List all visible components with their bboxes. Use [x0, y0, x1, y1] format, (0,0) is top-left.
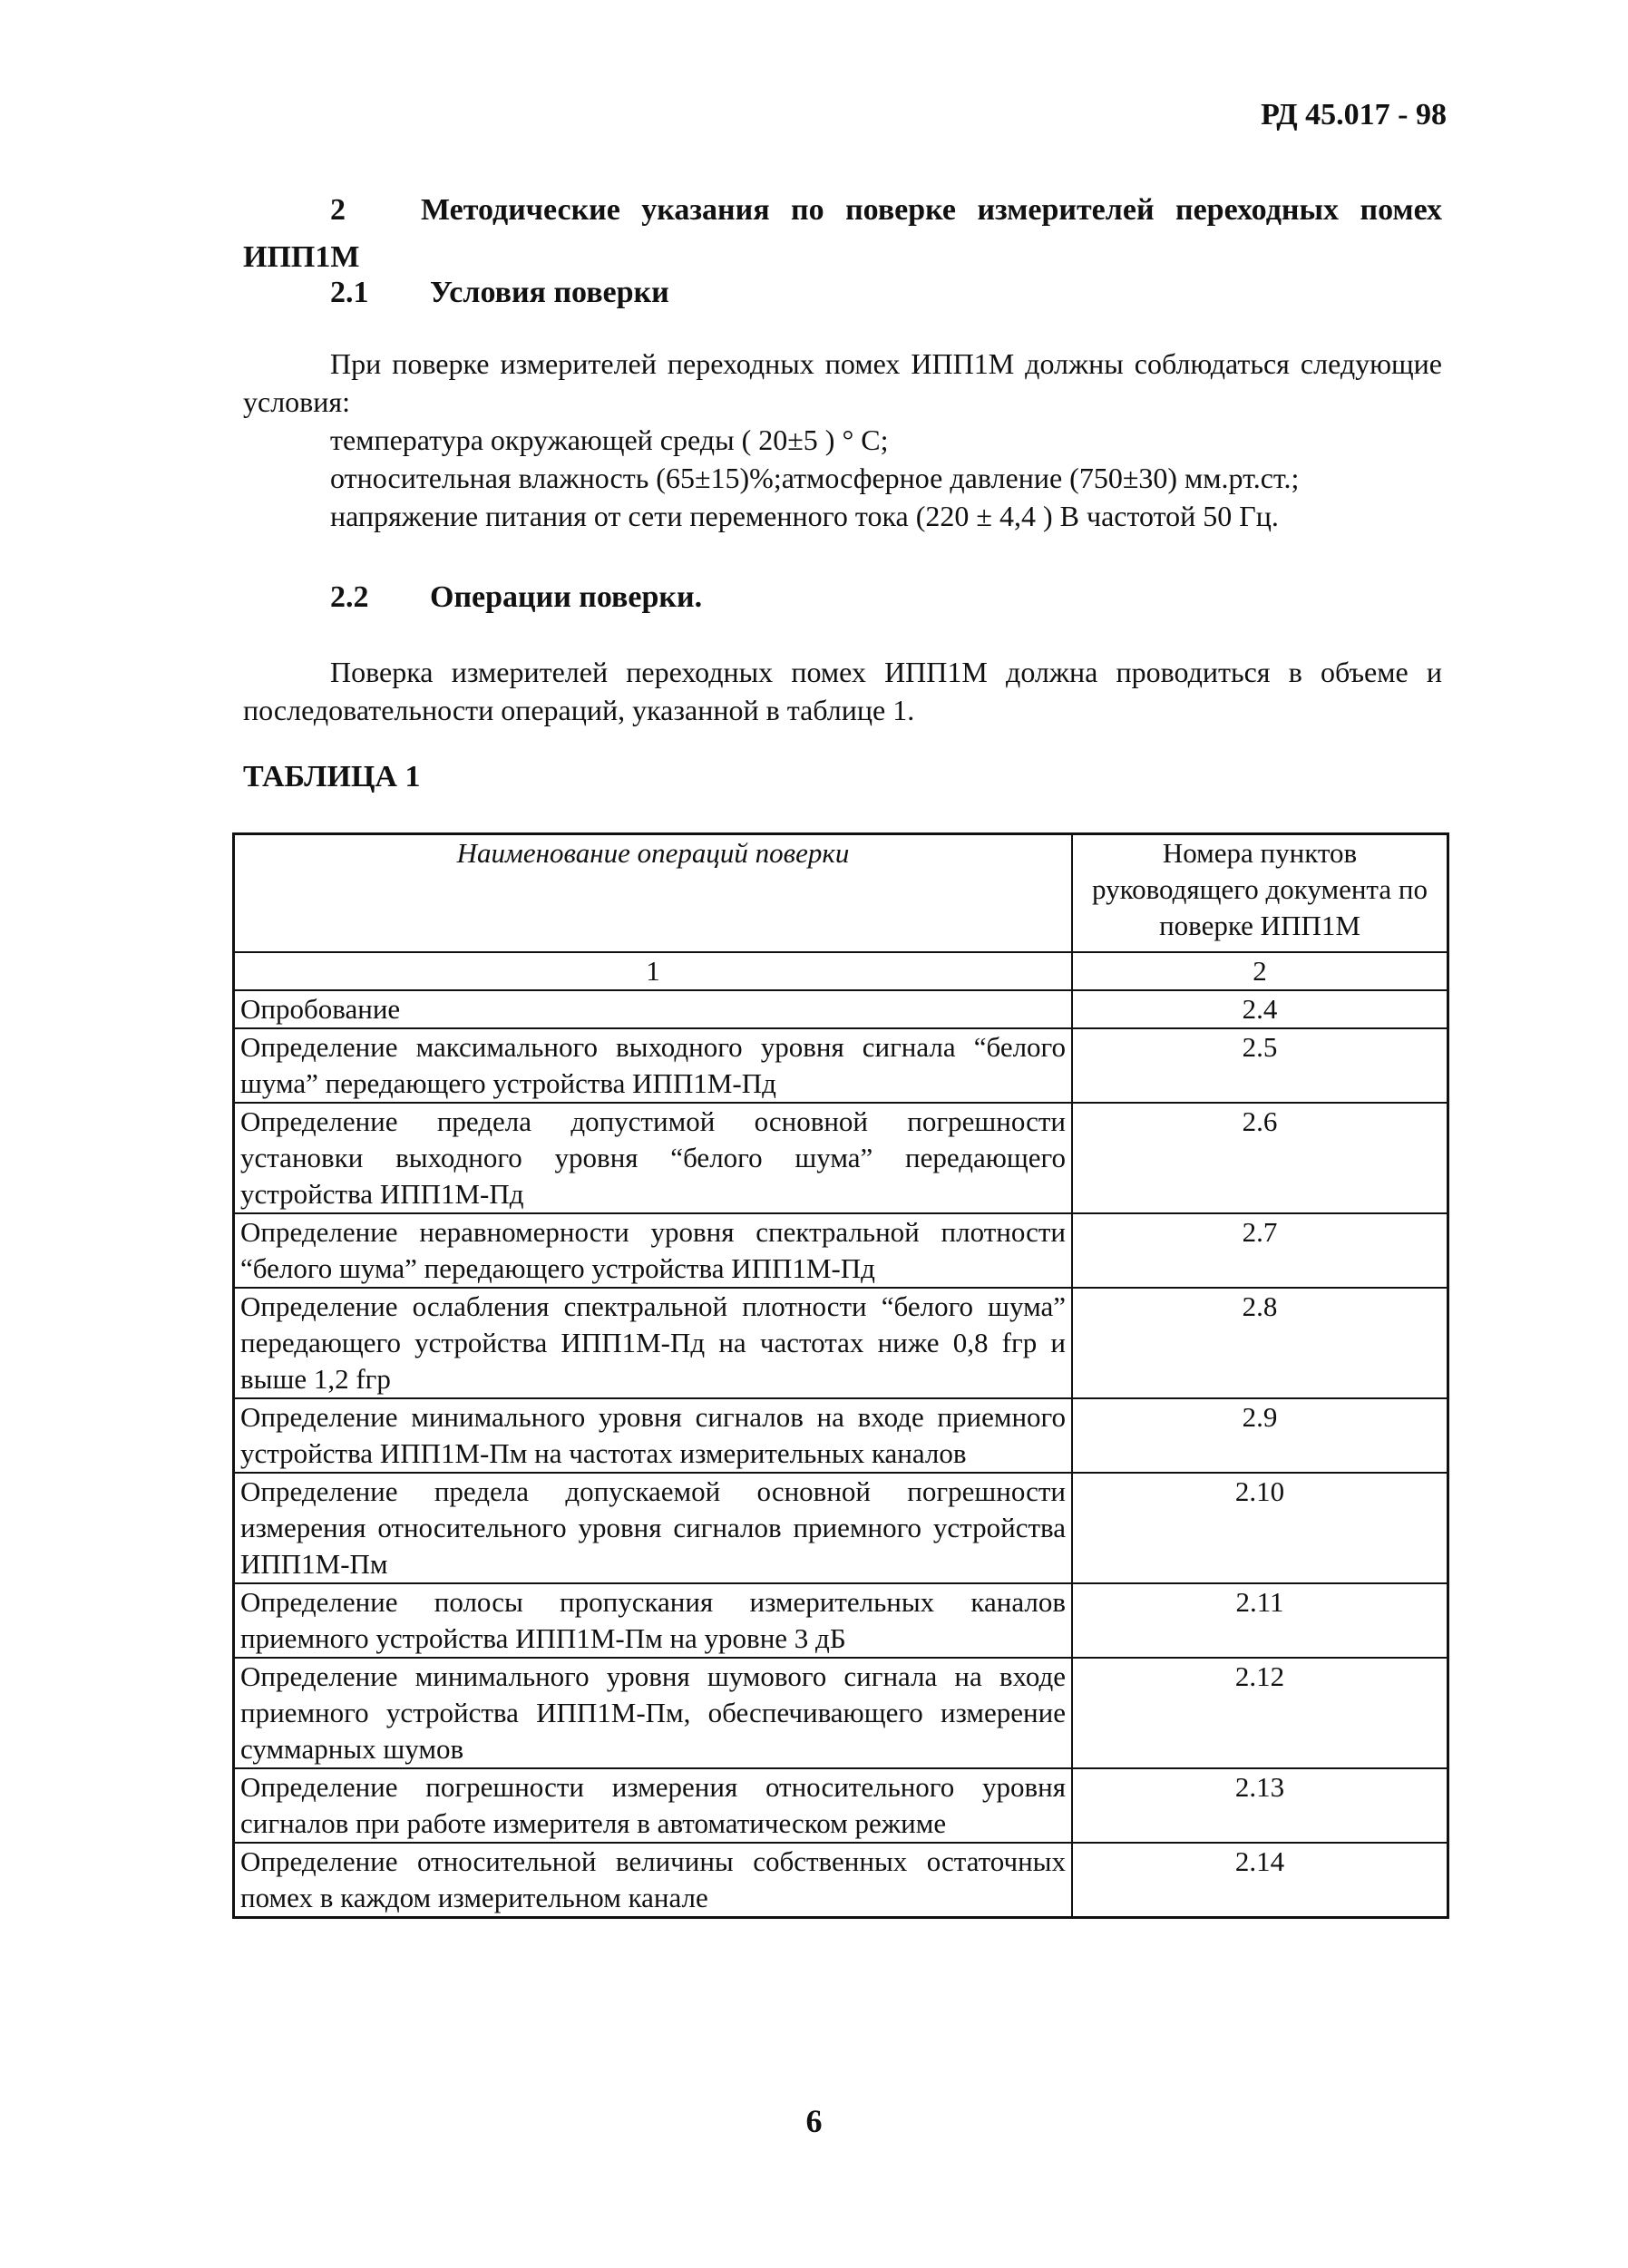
operations-table	[232, 832, 1449, 1919]
condition-item: относительная влажность (65±15)%;атмосферное давление (750±30) мм.рт.ст.;	[330, 462, 1300, 494]
operations-paragraph	[243, 653, 1442, 729]
operations-intro: Поверка измерителей переходных помех ИПП1М должна проводиться в объеме и последовательности операций, указанной в таблице 1.	[243, 656, 1442, 726]
subsection-number: 2.2	[330, 580, 369, 614]
table-row	[234, 1473, 1448, 1583]
header-document-points: Номера пунктов руководящего документа по поверке ИПП1М	[1072, 834, 1448, 953]
operation-name-cell: Определение погрешности измерения относительного уровня сигналов при работе измерителя в автоматическом режиме	[234, 1768, 1073, 1843]
document-point-cell: 2.9	[1072, 1398, 1448, 1473]
document-point-cell: 2.11	[1072, 1583, 1448, 1658]
subsection-title: Условия поверки	[430, 276, 669, 309]
header-operation-name: Наименование операций поверки	[234, 834, 1073, 953]
operation-name-cell: Опробование	[234, 990, 1073, 1028]
document-point-cell: 2.6	[1072, 1103, 1448, 1213]
table-row	[234, 1288, 1448, 1398]
section-number: 2	[330, 193, 346, 227]
page-number: 6	[805, 2103, 823, 2139]
table-row	[234, 1213, 1448, 1288]
operation-name-cell: Определение минимального уровня шумового сигнала на входе приемного устройства ИПП1М-Пм, обеспечивающего измерение суммарных шумов	[234, 1658, 1073, 1768]
subsection-title: Операции поверки.	[430, 580, 703, 614]
condition-item: температура окружающей среды ( 20±5 ) ° С;	[330, 423, 889, 456]
document-point-cell: 2.8	[1072, 1288, 1448, 1398]
table-index-row	[234, 952, 1448, 990]
table-row	[234, 1843, 1448, 1918]
subsection-number: 2.1	[330, 276, 369, 309]
condition-item: напряжение питания от сети переменного тока (220 ± 4,4 ) В частотой 50 Гц.	[330, 500, 1279, 532]
operation-name-cell: Определение полосы пропускания измерительных каналов приемного устройства ИПП1М-Пм на уровне 3 дБ	[234, 1583, 1073, 1658]
table-row	[234, 1028, 1448, 1103]
document-point-cell: 2.5	[1072, 1028, 1448, 1103]
table-row	[234, 990, 1448, 1028]
conditions-paragraph	[243, 345, 1442, 535]
document-code: РД 45.017 - 98	[1261, 98, 1447, 131]
operation-name-cell: Определение предела допустимой основной погрешности установки выходного уровня “белого шума” передающего устройства ИПП1М-Пд	[234, 1103, 1073, 1213]
operation-name-cell: Определение максимального выходного уровня сигнала “белого шума” передающего устройства ИПП1М-Пд	[234, 1028, 1073, 1103]
section-heading-line1	[243, 187, 1442, 234]
document-point-cell: 2.10	[1072, 1473, 1448, 1583]
subsection-heading-conditions	[330, 276, 669, 310]
table-body	[234, 990, 1448, 1918]
conditions-intro: При поверке измерителей переходных помех ИПП1М должны соблюдаться следующие условия:	[243, 347, 1442, 418]
table-row	[234, 1768, 1448, 1843]
operation-name-cell: Определение относительной величины собственных остаточных помех в каждом измерительном канале	[234, 1843, 1073, 1918]
operation-name-cell: Определение предела допускаемой основной погрешности измерения относительного уровня сигналов приемного устройства ИПП1М-Пм	[234, 1473, 1073, 1583]
table-header-row	[234, 834, 1448, 953]
table-row	[234, 1658, 1448, 1768]
operation-name-cell: Определение неравномерности уровня спектральной плотности “белого шума” передающего устройства ИПП1М-Пд	[234, 1213, 1073, 1288]
table-row	[234, 1583, 1448, 1658]
document-point-cell: 2.4	[1072, 990, 1448, 1028]
operation-name-cell: Определение минимального уровня сигналов на входе приемного устройства ИПП1М-Пм на частотах измерительных каналов	[234, 1398, 1073, 1473]
section-heading	[243, 187, 1442, 281]
subsection-heading-operations	[330, 580, 702, 615]
column-index-1: 1	[234, 952, 1073, 990]
table-row	[234, 1103, 1448, 1213]
section-title: Методические указания по поверке измерителей переходных помех	[421, 193, 1442, 227]
document-point-cell: 2.12	[1072, 1658, 1448, 1768]
table-caption: ТАБЛИЦА 1	[243, 760, 421, 793]
column-index-2: 2	[1072, 952, 1448, 990]
document-point-cell: 2.7	[1072, 1213, 1448, 1288]
document-point-cell: 2.14	[1072, 1843, 1448, 1918]
table-row	[234, 1398, 1448, 1473]
document-point-cell: 2.13	[1072, 1768, 1448, 1843]
section-title-continuation: ИПП1М	[243, 240, 360, 274]
operation-name-cell: Определение ослабления спектральной плотности “белого шума” передающего устройства ИПП1М-Пд на частотах ниже 0,8 fгр и выше 1,2 fгр	[234, 1288, 1073, 1398]
